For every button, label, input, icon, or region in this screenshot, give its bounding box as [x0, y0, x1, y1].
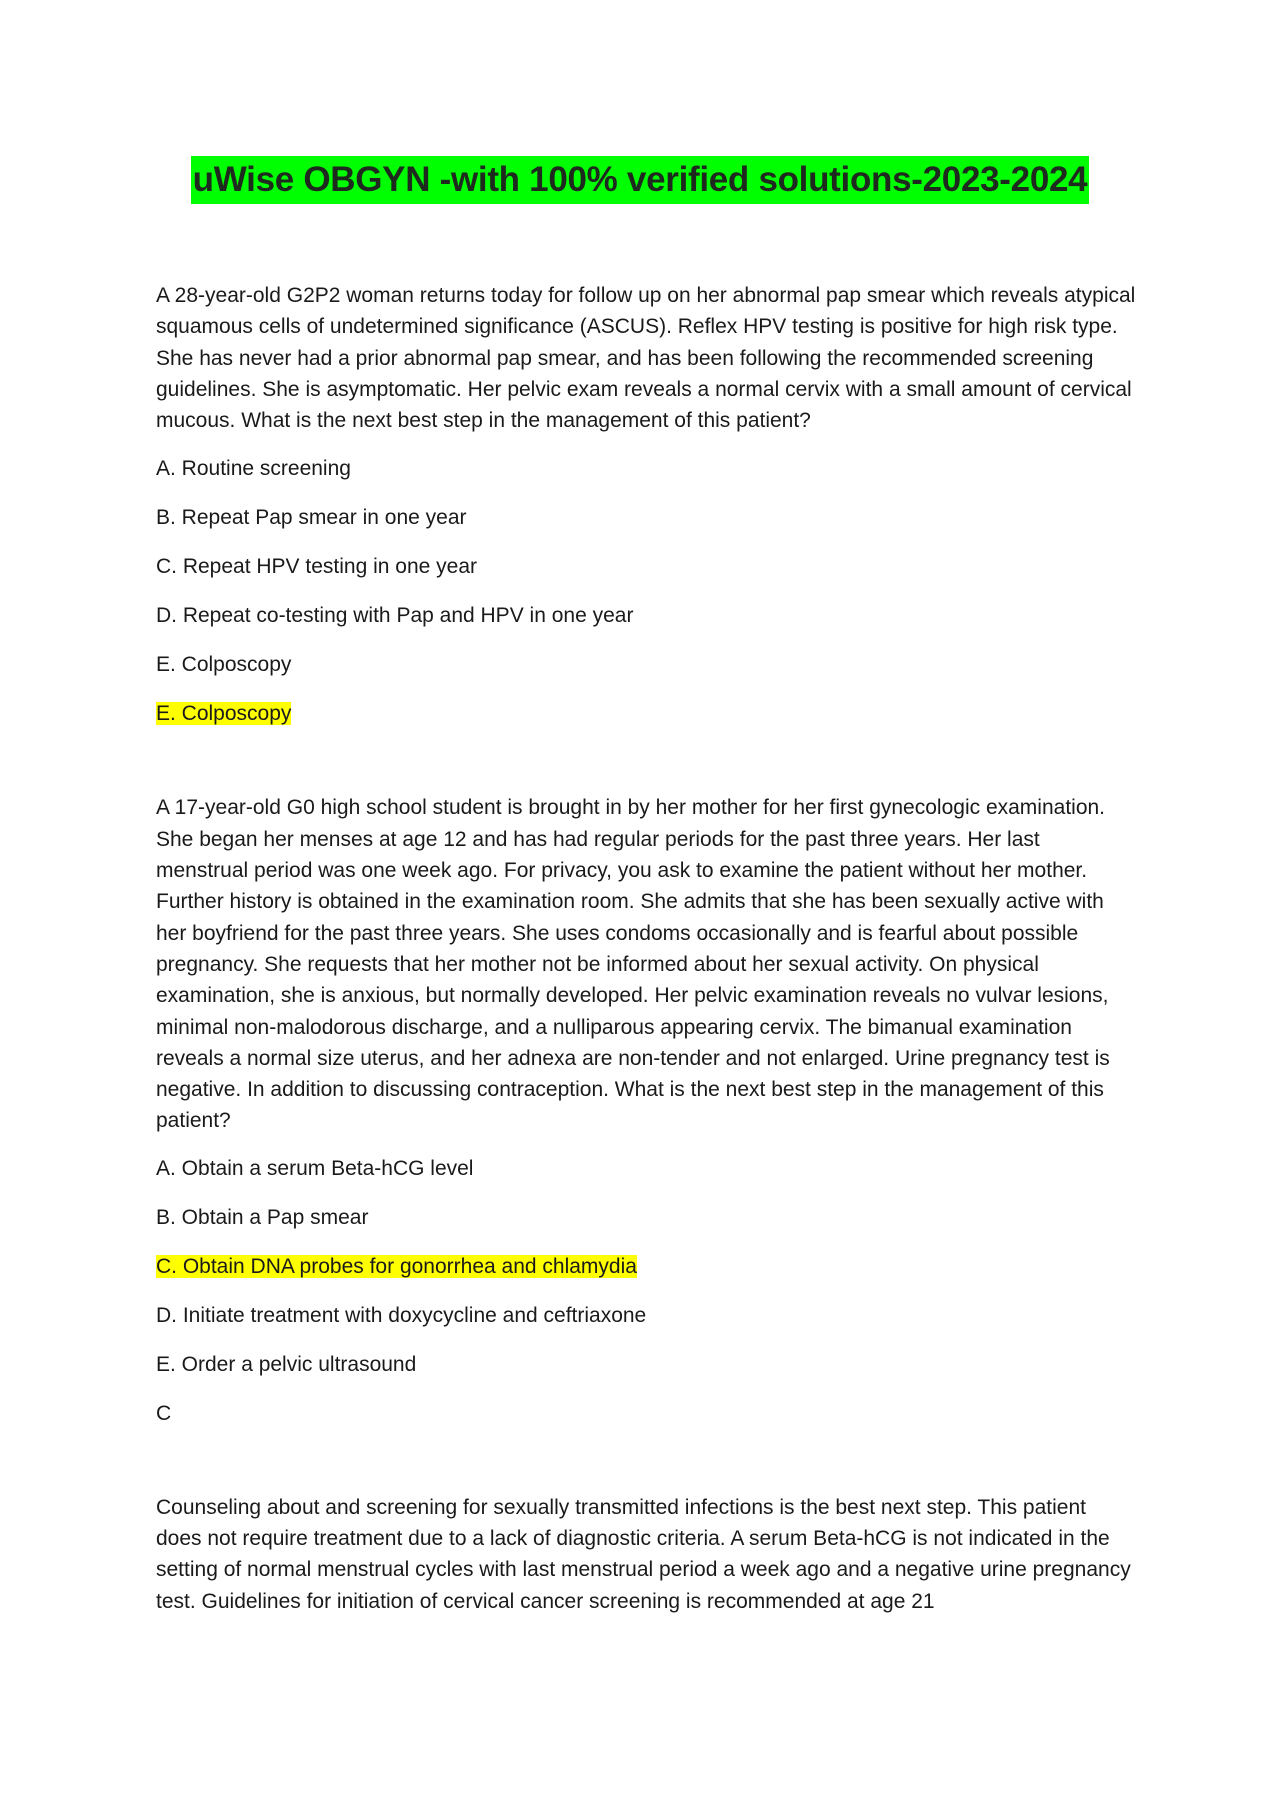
question-2-answer-letter: C: [156, 1401, 172, 1425]
question-2-option-e: E. Order a pelvic ultrasound: [156, 1352, 417, 1376]
document-body: [156, 280, 1136, 1617]
question-1-option-e: E. Colposcopy: [156, 653, 292, 677]
document-title: uWise OBGYN -with 100% verified solutions-2023-2024: [191, 156, 1090, 204]
question-1-answer: E. Colposcopy: [156, 702, 292, 726]
question-2-option-d: D. Initiate treatment with doxycycline and ceftriaxone: [156, 1303, 647, 1327]
question-2-explanation: Counseling about and screening for sexually transmitted infections is the best next step. This patient does not require treatment due to a lack of diagnostic criteria. A serum Beta-hCG is not indicated in the setting of normal menstrual cycles with last menstrual period a week ago and a negative urine pregnancy test. Guidelines for initiation of cervical cancer screening is recommended at age 21: [156, 1495, 1131, 1613]
question-2-option-b: B. Obtain a Pap smear: [156, 1205, 369, 1229]
question-1-option-c: C. Repeat HPV testing in one year: [156, 555, 478, 579]
title-container: [0, 156, 1280, 204]
question-1-option-a: A. Routine screening: [156, 457, 351, 481]
question-2-option-a: A. Obtain a serum Beta-hCG level: [156, 1156, 474, 1180]
question-1-option-b: B. Repeat Pap smear in one year: [156, 506, 467, 530]
question-2-option-c-highlighted: C. Obtain DNA probes for gonorrhea and chlamydia: [156, 1254, 637, 1278]
question-1-stem: A 28-year-old G2P2 woman returns today for follow up on her abnormal pap smear which reveals atypical squamous cells of undetermined significance (ASCUS). Reflex HPV testing is positive for high risk type. She has never had a prior abnormal pap smear, and has been following the recommended screening guidelines. She is asymptomatic. Her pelvic exam reveals a normal cervix with a small amount of cervical mucous. What is the next best step in the management of this patient?: [156, 284, 1136, 433]
question-2-stem: A 17-year-old G0 high school student is brought in by her mother for her first gynecologic examination. She began her menses at age 12 and has had regular periods for the past three years. Her last menstrual period was one week ago. For privacy, you ask to examine the patient without her mother. Further history is obtained in the examination room. She admits that she has been sexually active with her boyfriend for the past three years. She uses condoms occasionally and is fearful about possible pregnancy. She requests that her mother not be informed about her sexual activity. On physical examination, she is anxious, but normally developed. Her pelvic examination reveals no vulvar lesions, minimal non-malodorous discharge, and a nulliparous appearing cervix. The bimanual examination reveals a normal size uterus, and her adnexa are non-tender and not enlarged. Urine pregnancy test is negative. In addition to discussing contraception. What is the next best step in the management of this patient?: [156, 796, 1110, 1133]
question-1-option-d: D. Repeat co-testing with Pap and HPV in one year: [156, 604, 634, 628]
